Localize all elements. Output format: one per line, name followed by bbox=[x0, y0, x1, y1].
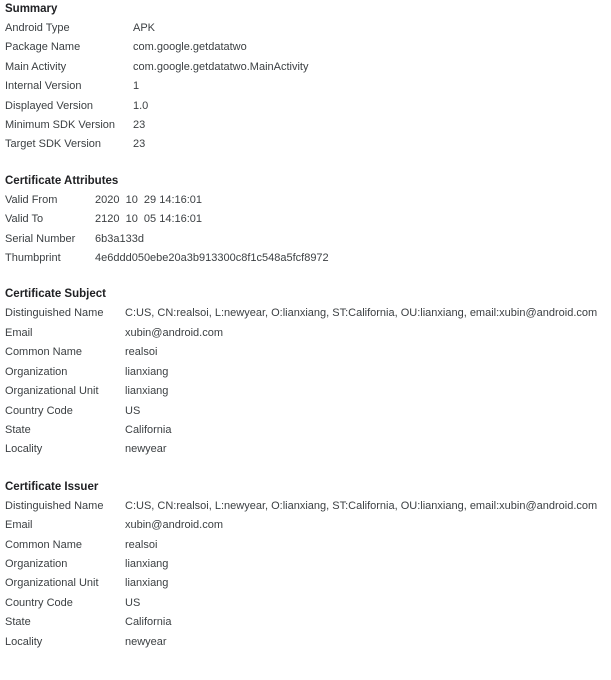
certificate-issuer-section bbox=[5, 478, 611, 652]
issuer-locality-label: Locality bbox=[5, 635, 43, 648]
certificate-issuer-table bbox=[5, 497, 597, 652]
table-row bbox=[5, 191, 329, 210]
issuer-dn-value: C:US, CN:realsoi, L:newyear, O:lianxiang, ST:California, OU:lianxiang, email:xubin@android.com bbox=[125, 499, 598, 512]
table-row bbox=[5, 516, 597, 535]
subject-country-code-label: Country Code bbox=[5, 404, 73, 417]
android-type-label: Android Type bbox=[5, 22, 70, 34]
subject-country-code-value: US bbox=[125, 404, 141, 417]
table-row bbox=[5, 421, 597, 440]
summary-title: Summary bbox=[5, 3, 58, 15]
issuer-state-label: State bbox=[5, 616, 31, 629]
table-row bbox=[5, 58, 308, 77]
subject-organization-value: lianxiang bbox=[125, 365, 169, 378]
table-row bbox=[5, 633, 597, 652]
issuer-dn-label: Distinguished Name bbox=[5, 499, 104, 512]
subject-locality-label: Locality bbox=[5, 443, 43, 456]
table-row bbox=[5, 116, 308, 135]
summary-table bbox=[5, 19, 308, 155]
table-row bbox=[5, 363, 597, 382]
android-type-value: APK bbox=[133, 22, 156, 34]
issuer-email-label: Email bbox=[5, 519, 33, 532]
certificate-subject-table bbox=[5, 304, 597, 459]
table-row bbox=[5, 230, 329, 249]
table-row bbox=[5, 440, 597, 459]
serial-number-value: 6b3a133d bbox=[95, 232, 144, 245]
target-sdk-version-value: 23 bbox=[133, 138, 146, 151]
subject-email-label: Email bbox=[5, 326, 33, 339]
table-row bbox=[5, 135, 308, 154]
issuer-organization-label: Organization bbox=[5, 557, 68, 570]
displayed-version-label: Displayed Version bbox=[5, 99, 94, 112]
issuer-common-name-label: Common Name bbox=[5, 538, 83, 551]
table-row bbox=[5, 613, 597, 632]
serial-number-label: Serial Number bbox=[5, 232, 76, 245]
subject-common-name-label: Common Name bbox=[5, 346, 83, 359]
table-row bbox=[5, 324, 597, 343]
valid-to-value: 2120 10 05 14:16:01 bbox=[95, 213, 203, 226]
table-row bbox=[5, 343, 597, 362]
certificate-subject-title: Certificate Subject bbox=[5, 288, 106, 301]
certificate-subject-section bbox=[5, 285, 611, 459]
table-row bbox=[5, 77, 308, 96]
issuer-common-name-value: realsoi bbox=[125, 538, 158, 551]
table-row bbox=[5, 382, 597, 401]
summary-section bbox=[5, 0, 611, 155]
issuer-country-code-value: US bbox=[125, 596, 141, 609]
subject-organization-label: Organization bbox=[5, 365, 68, 378]
subject-state-label: State bbox=[5, 423, 31, 436]
table-row bbox=[5, 497, 597, 516]
valid-from-value: 2020 10 29 14:16:01 bbox=[95, 193, 203, 206]
subject-org-unit-label: Organizational Unit bbox=[5, 385, 99, 398]
subject-dn-value: C:US, CN:realsoi, L:newyear, O:lianxiang, ST:California, OU:lianxiang, email:xubin@android.com bbox=[125, 307, 598, 320]
subject-org-unit-value: lianxiang bbox=[125, 385, 169, 398]
package-name-label: Package Name bbox=[5, 41, 81, 54]
subject-locality-value: newyear bbox=[125, 443, 167, 456]
table-row bbox=[5, 304, 597, 323]
certificate-attributes-section bbox=[5, 172, 611, 269]
table-row bbox=[5, 38, 308, 57]
thumbprint-value: 4e6ddd050ebe20a3b913300c8f1c548a5fcf8972 bbox=[95, 252, 329, 265]
table-row bbox=[5, 210, 329, 229]
issuer-locality-value: newyear bbox=[125, 635, 167, 648]
table-row bbox=[5, 555, 597, 574]
issuer-organization-value: lianxiang bbox=[125, 557, 169, 570]
min-sdk-version-value: 23 bbox=[133, 119, 146, 132]
table-row bbox=[5, 97, 308, 116]
table-row bbox=[5, 402, 597, 421]
table-row bbox=[5, 249, 329, 268]
subject-state-value: California bbox=[125, 423, 172, 436]
valid-from-label: Valid From bbox=[5, 193, 58, 206]
issuer-org-unit-value: lianxiang bbox=[125, 577, 169, 590]
issuer-state-value: California bbox=[125, 616, 172, 629]
subject-dn-label: Distinguished Name bbox=[5, 307, 104, 320]
internal-version-label: Internal Version bbox=[5, 80, 82, 93]
table-row bbox=[5, 536, 597, 555]
subject-common-name-value: realsoi bbox=[125, 346, 158, 359]
main-activity-value: com.google.getdatatwo.MainActivity bbox=[133, 60, 309, 73]
issuer-email-value: xubin@android.com bbox=[125, 519, 223, 532]
thumbprint-label: Thumbprint bbox=[5, 252, 61, 265]
certificate-issuer-title: Certificate Issuer bbox=[5, 480, 99, 493]
package-name-value: com.google.getdatatwo bbox=[133, 41, 247, 54]
min-sdk-version-label: Minimum SDK Version bbox=[5, 119, 116, 132]
displayed-version-value: 1.0 bbox=[133, 99, 149, 112]
table-row bbox=[5, 19, 308, 38]
table-row bbox=[5, 574, 597, 593]
table-row bbox=[5, 594, 597, 613]
certificate-attributes-table bbox=[5, 191, 329, 269]
issuer-country-code-label: Country Code bbox=[5, 596, 73, 609]
subject-email-value: xubin@android.com bbox=[125, 326, 223, 339]
internal-version-value: 1 bbox=[133, 80, 140, 93]
main-activity-label: Main Activity bbox=[5, 60, 67, 73]
valid-to-label: Valid To bbox=[5, 213, 44, 226]
certificate-attributes-title: Certificate Attributes bbox=[5, 174, 119, 187]
issuer-org-unit-label: Organizational Unit bbox=[5, 577, 99, 590]
target-sdk-version-label: Target SDK Version bbox=[5, 138, 101, 151]
